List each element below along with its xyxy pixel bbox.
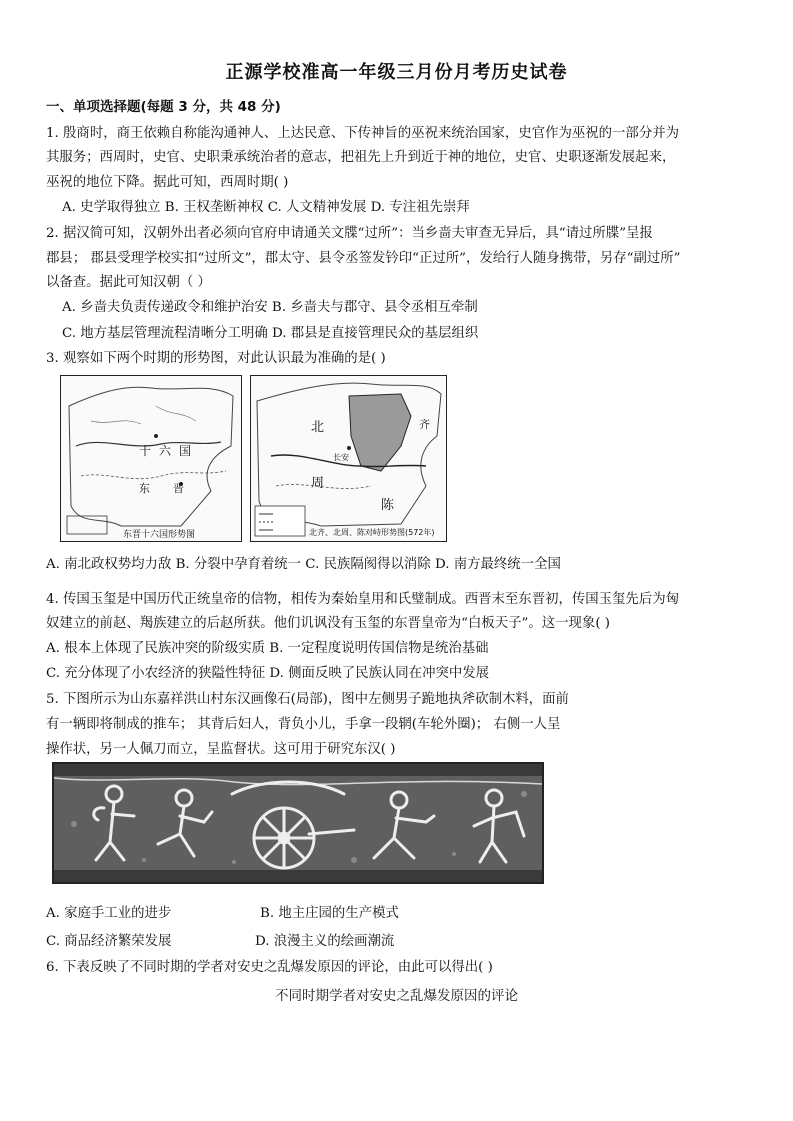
map2-label-changan: 长安 xyxy=(333,453,349,462)
q2-options-cd: C. 地方基层管理流程清晰分工明确 D. 郡县是直接管理民众的基层组织 xyxy=(62,326,479,341)
q5-line3: 操作状，另一人佩刀而立，呈监督状。这可用于研究东汉( ) xyxy=(46,742,396,757)
q2-options-ab: A. 乡啬夫负责传递政令和维护治安 B. 乡啬夫与郡守、县令丞相互牵制 xyxy=(62,300,478,315)
map1-label-jin: 晋 xyxy=(173,482,184,495)
q1-line1: 1. 殷商时，商王依赖自称能沟通神人、上达民意、下传神旨的巫祝来统治国家，史官作为巫祝的一部分并为 xyxy=(46,126,679,141)
q3-options: A. 南北政权势均力敌 B. 分裂中孕育着统一 C. 民族隔阂得以消除 D. 南方最终统一全国 xyxy=(46,557,561,572)
map-eastern-jin xyxy=(60,375,242,542)
q1-line2: 其服务；西周时，史官、史职秉承统治者的意志，把祖先上升到近于神的地位，史官、史职逐渐发展起来， xyxy=(46,150,676,165)
q5-line1: 5. 下图所示为山东嘉祥洪山村东汉画像石(局部)，图中左侧男子跪地执斧砍制木料，面前 xyxy=(46,692,569,707)
exam-title: 正源学校准高一年级三月份月考历史试卷 xyxy=(225,62,568,83)
q2-line1: 2. 据汉简可知，汉朝外出者必须向官府申请通关文牒“过所”：当乡啬夫审查无异后，具“请过所牒”呈报 xyxy=(46,226,653,241)
q5-option-b: B. 地主庄园的生产模式 xyxy=(260,906,399,921)
map1-label-liu: 六 xyxy=(159,444,172,458)
q3-line1: 3. 观察如下两个时期的形势图，对此认识最为准确的是( ) xyxy=(46,351,386,366)
map2-label-zhou: 周 xyxy=(311,476,325,491)
q5-option-a: A. 家庭手工业的进步 xyxy=(46,906,172,921)
map1-caption: 东晋十六国形势图 xyxy=(123,530,196,540)
map1-label-dong: 东 xyxy=(139,482,150,495)
q4-options-ab: A. 根本上体现了民族冲突的阶级实质 B. 一定程度说明传国信物是统治基础 xyxy=(46,641,489,656)
han-stone-relief-image xyxy=(52,762,544,884)
q5-option-d: D. 浪漫主义的绘画潮流 xyxy=(255,934,395,949)
map1-label-guo: 国 xyxy=(179,444,192,458)
q5-option-c: C. 商品经济繁荣发展 xyxy=(46,934,172,949)
section-heading: 一、单项选择题(每题 3 分，共 48 分) xyxy=(46,99,281,115)
q4-line2: 奴建立的前赵、羯族建立的后赵所获。他们讥讽没有玉玺的东晋皇帝为“白板天子”。这一现象( ) xyxy=(46,616,611,631)
map2-label-bei: 北 xyxy=(311,420,325,435)
map2-label-qi: 齐 xyxy=(419,418,430,431)
map1-label-shi: 十 xyxy=(139,444,152,458)
map-north-south xyxy=(250,375,447,542)
q5-line2: 有一辆即将制成的推车； 其背后妇人，背负小儿，手拿一段辋(车轮外圈)； 右侧一人呈 xyxy=(46,717,561,732)
relief-drawing xyxy=(54,764,542,882)
q6-table-title: 不同时期学者对安史之乱爆发原因的评论 xyxy=(275,988,518,1004)
q1-options: A. 史学取得独立 B. 王权垄断神权 C. 人文精神发展 D. 专注祖先崇拜 xyxy=(62,200,470,215)
q1-line3: 巫祝的地位下降。据此可知，西周时期( ) xyxy=(46,175,289,190)
q4-options-cd: C. 充分体现了小农经济的狭隘性特征 D. 侧面反映了民族认同在冲突中发展 xyxy=(46,666,490,681)
q2-line3: 以备查。据此可知汉朝（ ） xyxy=(46,275,211,290)
q4-line1: 4. 传国玉玺是中国历代正统皇帝的信物，相传为秦始皇用和氏璧制成。西晋末至东晋初，传国玉玺先后为匈 xyxy=(46,592,679,607)
map2-caption: 北齐、北周、陈对峙形势图(572年) xyxy=(309,528,435,537)
map2-label-chen: 陈 xyxy=(381,498,395,513)
q2-line2: 郡县； 郡县受理学校实扣“过所文”，郡太守、县令丞签发钤印“正过所”，发给行人随身携带，另存“副过所” xyxy=(46,251,681,266)
q6-line1: 6. 下表反映了不同时期的学者对安史之乱爆发原因的评论，由此可以得出( ) xyxy=(46,960,493,975)
